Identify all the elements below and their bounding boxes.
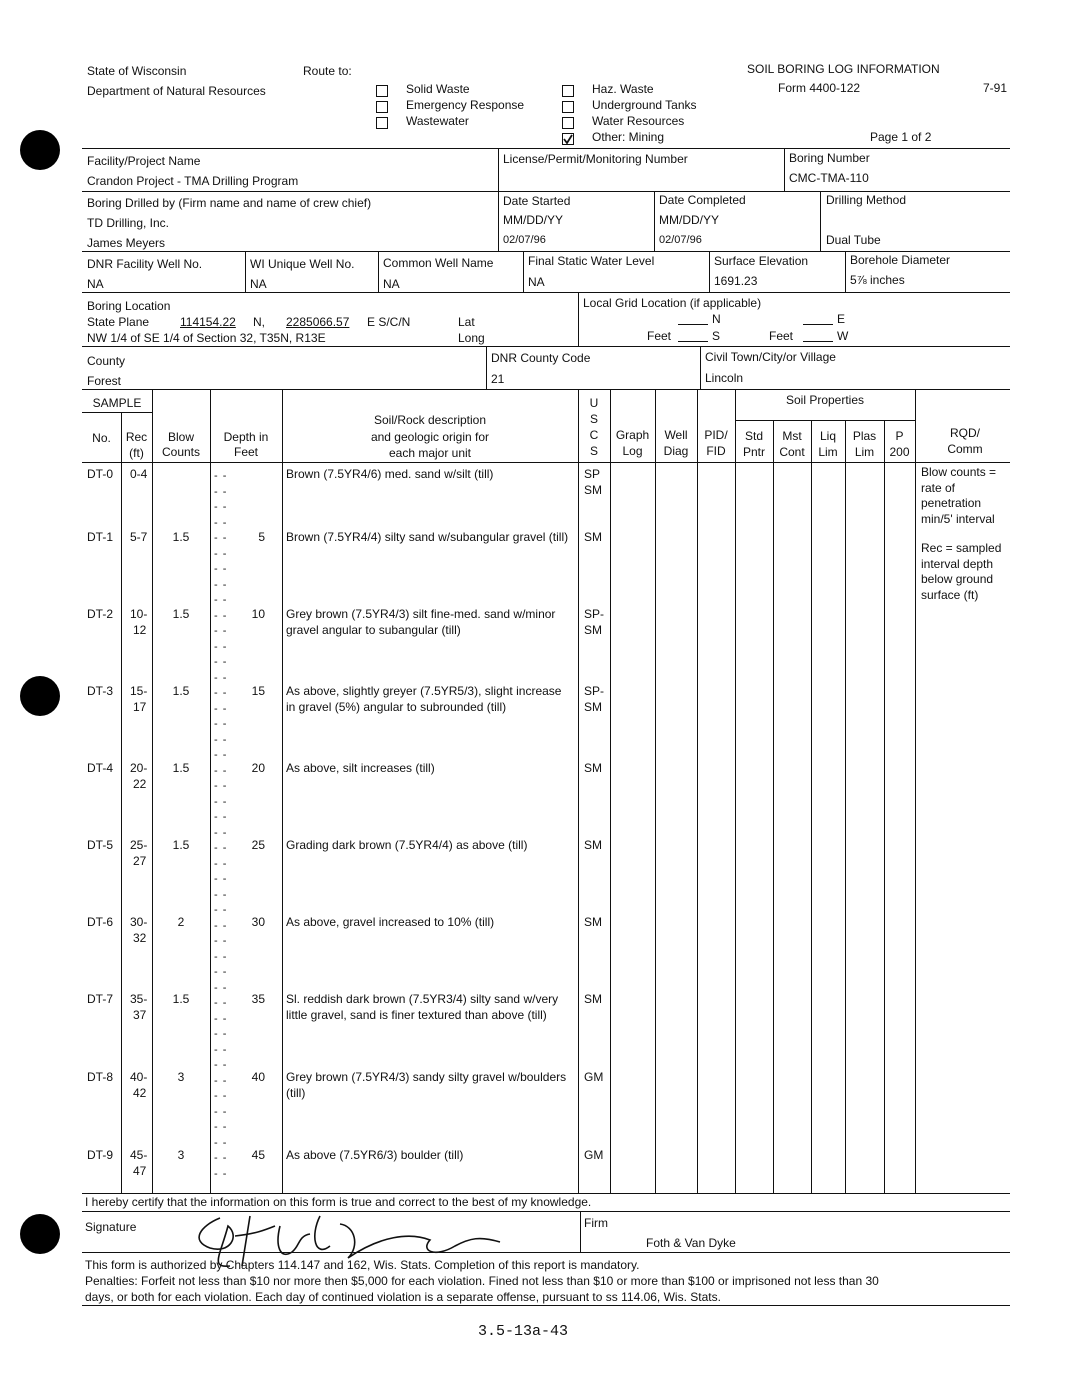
northing-suffix: N,	[253, 315, 265, 329]
col-divider	[811, 420, 812, 1193]
long-label: Long	[458, 331, 485, 345]
rec-interval: 0-4	[130, 467, 148, 481]
depth-tick: - -	[214, 718, 228, 730]
rec-header-2: (ft)	[129, 446, 144, 460]
col-divider	[610, 389, 611, 1193]
rule	[82, 191, 1010, 192]
table-header-rule	[82, 462, 1010, 463]
divider	[378, 251, 379, 292]
wi-well-label: WI Unique Well No.	[250, 257, 355, 271]
uscs-header-letter: U	[589, 396, 599, 410]
rec-interval-end: 17	[133, 700, 147, 714]
divider	[700, 346, 701, 389]
depth-tick: - -	[214, 997, 228, 1009]
common-well-value: NA	[383, 277, 400, 291]
blow-count: 3	[177, 1148, 185, 1162]
state-plane-label: State Plane	[87, 315, 150, 329]
lat-label: Lat	[458, 315, 475, 329]
plas-header-1: Plas	[852, 429, 877, 443]
date-completed-format: MM/DD/YY	[659, 213, 719, 227]
rec-interval: 20-	[130, 761, 148, 775]
mst-header-2: Cont	[779, 445, 805, 459]
rule	[82, 251, 1010, 252]
sample-number: DT-3	[87, 684, 114, 698]
uscs-code: SM	[584, 838, 602, 852]
depth-tick: - -	[214, 1136, 228, 1149]
divider	[498, 148, 499, 191]
depth-tick: - -	[214, 470, 228, 482]
grid-n-label: N	[712, 312, 721, 326]
depth-tick: - -	[214, 594, 228, 606]
rqd-header-1: RQD/	[950, 426, 980, 440]
std-header-1: Std	[744, 429, 763, 443]
uscs-header-letter: C	[589, 428, 599, 442]
depth-tick: - -	[214, 1167, 228, 1180]
route-label: Haz. Waste	[592, 82, 654, 96]
rec-interval-end: 47	[133, 1164, 147, 1178]
std-header-2: Pntr	[742, 445, 765, 459]
rec-interval: 45-	[130, 1148, 148, 1162]
uscs-code: GM	[584, 1070, 604, 1084]
depth-value: 30	[251, 915, 265, 929]
depth-value: 15	[251, 684, 265, 698]
date-started-value: 02/07/96	[503, 234, 546, 246]
route-to-label: Route to:	[303, 64, 352, 78]
route-label: Other: Mining	[592, 130, 665, 144]
depth-tick: - -	[214, 1121, 228, 1133]
col-divider	[282, 389, 283, 1193]
rule	[82, 389, 1010, 390]
graph-header-1: Graph	[615, 428, 650, 442]
divider	[784, 148, 785, 191]
route-checkbox[interactable]	[562, 101, 574, 113]
department-name: Department of Natural Resources	[87, 84, 266, 98]
boring-number-value: CMC-TMA-110	[789, 171, 869, 185]
dnr-county-code-value: 21	[491, 372, 505, 386]
rec-interval-end: 32	[133, 931, 147, 945]
depth-header-2: Feet	[233, 445, 258, 459]
well-header-2: Diag	[663, 444, 689, 458]
mst-header-1: Mst	[782, 429, 802, 443]
soil-description: Grey brown (7.5YR4/3) sandy silty gravel w/boulders (till)	[286, 1070, 567, 1100]
depth-tick: - -	[214, 811, 228, 823]
uscs-code: SM	[584, 761, 602, 775]
uscs-code: SP-	[584, 607, 605, 621]
sample-number: DT-2	[87, 607, 114, 621]
depth-tick: - -	[214, 1012, 228, 1025]
depth-tick: - -	[214, 842, 228, 854]
depth-tick: - -	[214, 702, 228, 715]
surface-elevation-label: Surface Elevation	[714, 254, 809, 268]
depth-tick: - -	[214, 687, 228, 699]
depth-header-1: Depth in	[223, 430, 269, 444]
depth-tick: - -	[214, 733, 228, 746]
depth-tick: - -	[214, 795, 228, 808]
depth-tick: - -	[214, 1152, 228, 1164]
depth-tick: - -	[214, 950, 228, 963]
sample-number: DT-9	[87, 1148, 114, 1162]
divider	[845, 251, 846, 292]
divider	[820, 191, 821, 251]
blow-count: 1.5	[172, 992, 190, 1006]
rec-interval: 10-	[130, 607, 148, 621]
depth-tick: - -	[214, 578, 228, 591]
well-header-1: Well	[664, 428, 688, 442]
depth-tick: - -	[214, 826, 228, 839]
depth-tick: - -	[214, 1090, 228, 1102]
depth-tick: - -	[214, 904, 228, 916]
drilling-method-label: Drilling Method	[826, 193, 907, 207]
blow-count: 3	[177, 1070, 185, 1084]
grid-e-blank	[803, 312, 833, 325]
route-checkbox[interactable]	[562, 85, 574, 97]
depth-tick: - -	[214, 640, 228, 653]
depth-tick: - -	[214, 1105, 228, 1118]
route-label: Emergency Response	[406, 98, 525, 112]
depth-value: 20	[251, 761, 265, 775]
state-plane-northing: 114154.22	[180, 315, 236, 329]
col-divider	[773, 420, 774, 1193]
depth-tick: - -	[214, 888, 228, 901]
local-grid-label: Local Grid Location (if applicable)	[583, 296, 762, 310]
soil-description: Brown (7.5YR4/4) silty sand w/subangular gravel (till)	[286, 530, 569, 544]
rec-interval: 25-	[130, 838, 148, 852]
blow-count: 2	[177, 915, 185, 929]
feet-label-2: Feet	[769, 329, 794, 343]
depth-value: 40	[251, 1070, 265, 1084]
penalties-text-2: days, or both for each violation. Each day of continued violation is a separate offense, pursuant to ss 114.06, Wis. Stats.	[85, 1290, 721, 1304]
depth-tick: - -	[214, 873, 228, 885]
col-divider	[884, 420, 885, 1193]
uscs-code: GM	[584, 1148, 604, 1162]
soil-description: Sl. reddish dark brown (7.5YR3/4) silty sand w/very little gravel, sand is finer textured than above (till)	[286, 992, 559, 1022]
rec-interval: 40-	[130, 1070, 148, 1084]
wi-well-value: NA	[250, 277, 267, 291]
boring-location-label: Boring Location	[87, 299, 171, 313]
liq-header-2: Lim	[818, 445, 838, 459]
rqd-header-2: Comm	[947, 442, 983, 456]
depth-tick: - -	[214, 547, 228, 560]
uscs-code: SM	[584, 483, 602, 497]
depth-tick: - -	[214, 1074, 228, 1087]
rec-interval: 30-	[130, 915, 148, 929]
common-well-label: Common Well Name	[383, 256, 494, 270]
desc-header-1: Soil/Rock description	[373, 413, 487, 427]
col-divider	[655, 389, 656, 1193]
grid-s-blank	[678, 329, 708, 342]
desc-header-2: and geologic origin for	[370, 430, 490, 444]
soil-description: Brown (7.5YR4/6) med. sand w/silt (till)	[286, 467, 494, 481]
rec-interval-end: 22	[133, 777, 147, 791]
divider	[709, 251, 710, 292]
blow-count: 1.5	[172, 530, 190, 544]
depth-tick: - -	[214, 764, 228, 777]
blow-counts-note: Blow counts = rate of penetration min/5' interval	[921, 465, 997, 526]
liq-header-1: Liq	[819, 429, 836, 443]
date-completed-label: Date Completed	[659, 193, 746, 207]
drilling-method-value: Dual Tube	[826, 233, 881, 247]
authorization-text: This form is authorized by Chapters 114.147 and 162, Wis. Stats. Completion of this report is mandatory.	[85, 1258, 640, 1272]
route-checkbox[interactable]	[376, 85, 388, 97]
dnr-well-value: NA	[87, 277, 104, 291]
no-header: No.	[92, 431, 111, 445]
blow-count: 1.5	[172, 607, 190, 621]
drilled-by-firm: TD Drilling, Inc.	[87, 216, 170, 230]
route-label: Solid Waste	[406, 82, 470, 96]
depth-tick: - -	[214, 1059, 228, 1071]
soil-properties-rule	[735, 420, 915, 421]
depth-tick: - -	[214, 780, 228, 792]
depth-tick: - -	[214, 1028, 228, 1040]
depth-tick: - -	[214, 609, 228, 622]
grid-s-label: S	[712, 329, 721, 343]
borehole-diameter-label: Borehole Diameter	[850, 253, 951, 267]
rec-interval-end: 12	[133, 623, 147, 637]
boring-number-label: Boring Number	[789, 151, 870, 165]
easting-suffix: E S/C/N	[367, 315, 411, 329]
form-number: Form 4400-122	[778, 81, 861, 95]
firm-value: Foth & Van Dyke	[646, 1236, 736, 1250]
binder-hole-middle	[20, 676, 60, 716]
col-divider	[697, 389, 698, 1193]
depth-tick: - -	[214, 1043, 228, 1056]
route-checkbox[interactable]	[562, 133, 574, 145]
dnr-county-code-label: DNR County Code	[491, 351, 591, 365]
plas-header-2: Lim	[854, 445, 875, 459]
state-plane-easting: 2285066.57	[286, 315, 350, 329]
drilled-by-label: Boring Drilled by (Firm name and name of crew chief)	[87, 196, 372, 210]
uscs-code: SM	[584, 992, 602, 1006]
sample-number: DT-0	[87, 467, 114, 481]
sample-header-rule	[82, 412, 152, 413]
depth-tick: - -	[214, 532, 228, 544]
blow-count: 1.5	[172, 684, 190, 698]
depth-tick: - -	[214, 501, 228, 513]
divider	[245, 251, 246, 292]
static-water-label: Final Static Water Level	[528, 254, 655, 268]
p200-header-2: 200	[889, 445, 910, 459]
soil-properties-header: Soil Properties	[785, 393, 865, 407]
rule	[82, 346, 1010, 347]
uscs-code: SM	[584, 915, 602, 929]
depth-tick: - -	[214, 656, 228, 668]
facility-label: Facility/Project Name	[87, 154, 201, 168]
dnr-well-label: DNR Facility Well No.	[87, 257, 203, 271]
divider	[486, 346, 487, 389]
route-label: Underground Tanks	[592, 98, 697, 112]
uscs-code: SM	[584, 700, 602, 714]
uscs-code: SM	[584, 530, 602, 544]
sample-number: DT-7	[87, 992, 114, 1006]
route-checkbox[interactable]	[376, 117, 388, 129]
blow-count: 1.5	[172, 838, 190, 852]
sample-number: DT-4	[87, 761, 114, 775]
route-checkbox[interactable]	[376, 101, 388, 113]
depth-value: 5	[258, 530, 265, 544]
uscs-code: SP	[584, 467, 601, 481]
grid-w-label: W	[837, 329, 849, 343]
borehole-diameter-value: 5⅞ inches	[850, 273, 905, 287]
depth-tick: - -	[214, 485, 228, 498]
facility-value: Crandon Project - TMA Drilling Program	[87, 174, 299, 188]
table-bottom-rule	[82, 1193, 1010, 1194]
depth-tick: - -	[214, 516, 228, 529]
date-started-format: MM/DD/YY	[503, 213, 563, 227]
certification-text: I hereby certify that the information on this form is true and correct to the best of my knowledge.	[85, 1195, 592, 1209]
section-description: NW 1/4 of SE 1/4 of Section 32, T35N, R13E	[87, 331, 326, 345]
penalties-text-1: Penalties: Forfeit not less than $10 nor more then $5,000 for each violation. Fined not less than $10 or more than $100 or imprisoned not less than 30	[85, 1274, 879, 1288]
col-divider	[845, 420, 846, 1193]
depth-tick: - -	[214, 935, 228, 947]
sample-header: SAMPLE	[92, 396, 142, 410]
rec-interval: 5-7	[130, 530, 148, 544]
form-revision: 7-91	[983, 81, 1008, 95]
rec-interval: 35-	[130, 992, 148, 1006]
divider	[580, 1211, 581, 1252]
grid-n-blank	[678, 312, 708, 325]
pid-header-2: FID	[706, 444, 726, 458]
blow-header-1: Blow	[167, 430, 194, 444]
uscs-code: SP-	[584, 684, 605, 698]
sample-number: DT-1	[87, 530, 114, 544]
date-started-label: Date Started	[503, 194, 571, 208]
desc-header-3: each major unit	[388, 446, 472, 460]
blow-count: 1.5	[172, 761, 190, 775]
binder-hole-top	[20, 130, 60, 170]
rec-interval: 15-	[130, 684, 148, 698]
feet-label-1: Feet	[647, 329, 672, 343]
firm-label: Firm	[584, 1216, 608, 1230]
p200-header-1: P	[895, 429, 904, 443]
soil-description: Grading dark brown (7.5YR4/4) as above (till)	[286, 838, 528, 852]
rec-interval-end: 37	[133, 1008, 147, 1022]
depth-value: 10	[251, 607, 265, 621]
depth-tick: - -	[214, 749, 228, 761]
static-water-value: NA	[528, 275, 545, 289]
civil-town-label: Civil Town/City/or Village	[705, 350, 836, 364]
soil-description: As above, gravel increased to 10% (till)	[286, 915, 495, 929]
rule	[82, 1305, 1010, 1306]
date-completed-value: 02/07/96	[659, 234, 702, 246]
depth-value: 35	[251, 992, 265, 1006]
uscs-code: SM	[584, 623, 602, 637]
civil-town-value: Lincoln	[705, 371, 744, 385]
route-checkbox[interactable]	[562, 117, 574, 129]
sample-number: DT-6	[87, 915, 114, 929]
col-divider	[210, 389, 211, 1193]
county-value: Forest	[87, 374, 122, 388]
depth-tick: - -	[214, 966, 228, 978]
divider	[578, 292, 579, 346]
pid-header-1: PID/	[704, 428, 728, 442]
depth-tick: - -	[214, 625, 228, 637]
depth-value: 45	[251, 1148, 265, 1162]
depth-tick: - -	[214, 981, 228, 994]
uscs-header-letter: S	[589, 444, 598, 458]
depth-tick: - -	[214, 919, 228, 932]
soil-description: As above, slightly greyer (7.5YR5/3), slight increase in gravel (5%) angular to subrounded (till)	[286, 684, 562, 714]
binder-hole-bottom	[20, 1214, 60, 1254]
drilled-by-chief: James Meyers	[87, 236, 166, 250]
grid-e-label: E	[837, 312, 846, 326]
soil-description: As above (7.5YR6/3) boulder (till)	[286, 1148, 464, 1162]
route-label: Water Resources	[592, 114, 685, 128]
col-divider	[578, 389, 579, 1193]
uscs-header-letter: S	[589, 412, 598, 426]
county-label: County	[87, 354, 126, 368]
divider	[654, 191, 655, 251]
col-divider	[735, 389, 736, 1193]
depth-value: 25	[251, 838, 265, 852]
rec-interval-end: 42	[133, 1086, 147, 1100]
form-title: SOIL BORING LOG INFORMATION	[747, 62, 940, 76]
rec-interval-end: 27	[133, 854, 147, 868]
divider	[523, 251, 524, 292]
rule	[82, 292, 1010, 293]
soil-description: Grey brown (7.5YR4/3) silt fine-med. sand w/minor gravel angular to subangular (till)	[286, 607, 556, 637]
state-name: State of Wisconsin	[87, 64, 187, 78]
depth-tick: - -	[214, 671, 228, 684]
rule	[82, 148, 1010, 149]
signature-label: Signature	[85, 1220, 137, 1234]
col-divider	[121, 412, 122, 1193]
blow-header-2: Counts	[161, 445, 201, 459]
soil-description: As above, silt increases (till)	[286, 761, 435, 775]
col-divider	[915, 389, 916, 1193]
route-label: Wastewater	[406, 114, 469, 128]
rec-header-1: Rec	[125, 430, 148, 444]
grid-w-blank	[803, 329, 833, 342]
graph-header-2: Log	[622, 444, 643, 458]
page-code: 3.5-13a-43	[478, 1323, 569, 1340]
divider	[498, 191, 499, 251]
license-label: License/Permit/Monitoring Number	[503, 152, 688, 166]
page-indicator: Page 1 of 2	[870, 130, 932, 144]
sample-number: DT-8	[87, 1070, 114, 1084]
depth-tick: - -	[214, 563, 228, 575]
surface-elevation-value: 1691.23	[714, 274, 758, 288]
sample-number: DT-5	[87, 838, 114, 852]
depth-tick: - -	[214, 857, 228, 870]
rec-note: Rec = sampled interval depth below ground surface (ft)	[921, 541, 1002, 602]
